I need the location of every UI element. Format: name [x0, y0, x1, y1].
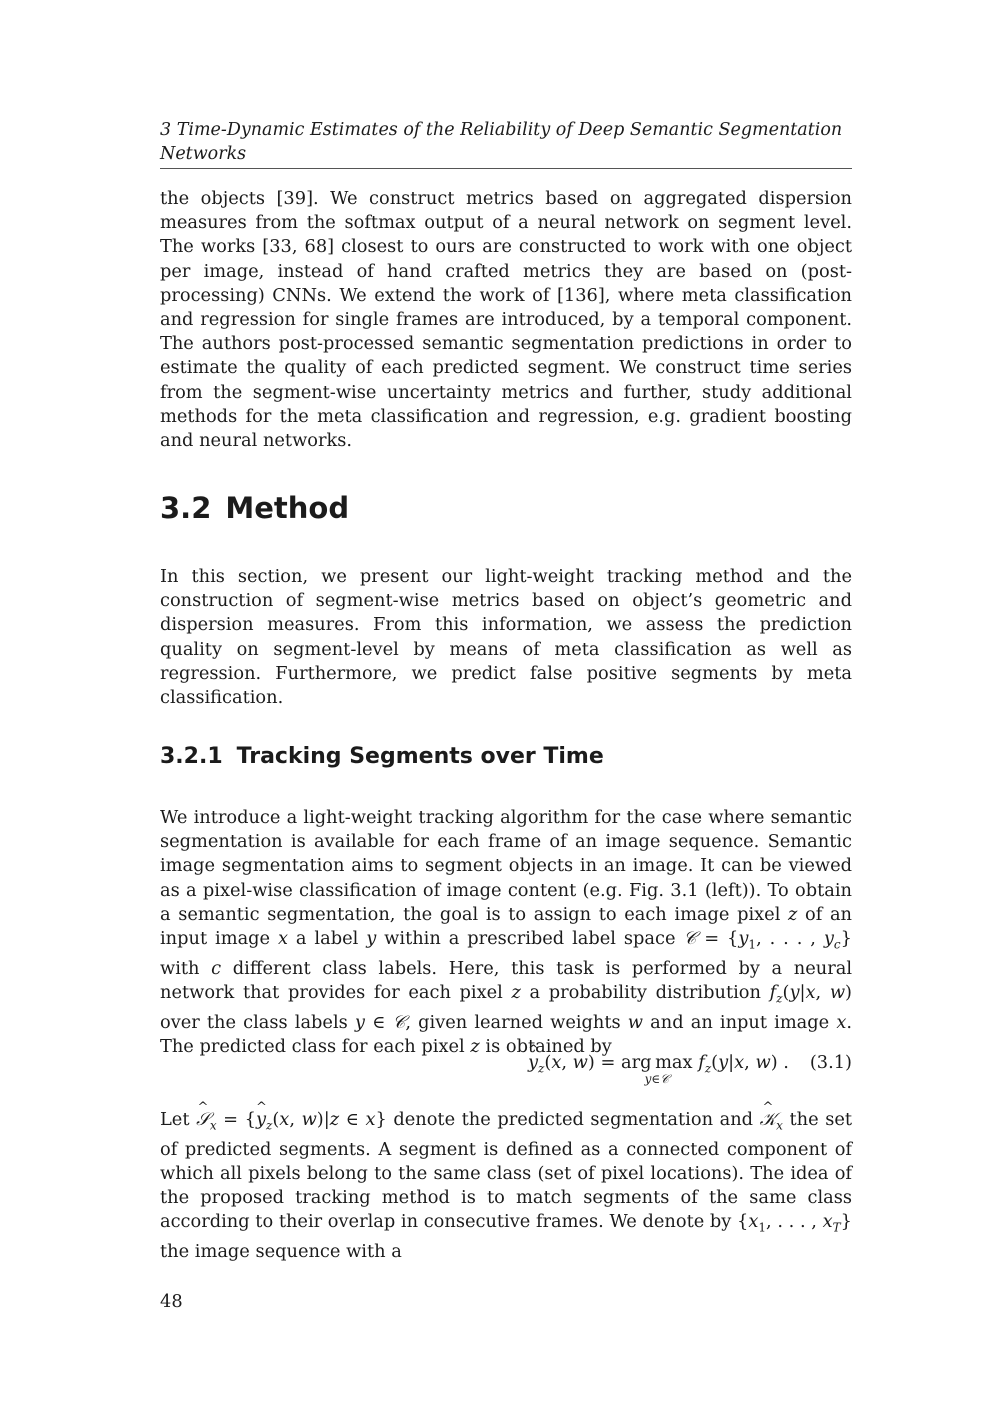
- intro-paragraph: the objects [39]. We construct metrics based on aggregated dispersion measures from the softmax output of a neural network on segment level. The works [33, 68] closest to ours are constructed to work with one object per image, instead of hand crafted metrics they are based on (post-processing) CNNs. We extend the work of [136], where meta classification and regression for single frames are introduced, by a temporal component. The authors post-processed semantic segmentation predictions in order to estimate the quality of each predicted segment. We construct time series from the segment-wise uncertainty metrics and further, study additional methods for the meta classification and regression, e.g. gradient boosting and neural networks.: [160, 188, 852, 452]
- tracking-paragraph-1: We introduce a light-weight tracking algorithm for the case where semantic segmentation is available for each frame of an image sequence. Semantic image segmentation aims to segment objects in an image. It can be viewed as a pixel-wise classification of image content (e.g. Fig. 3.1 (left)). To obtain a semantic segmentation, the goal is to assign to each image pixel z of an input image x a label y within a prescribed label space 𝒞 = {$y_1$, . . . , $y_c$} with c different class labels. Here, this task is performed by a neural network that provides for each pixel z a probability distribution $f_z(y|x$, w) over the class labels y ∈ 𝒞, given learned weights w and an input image x. The predicted class for each pixel z is obtained by: [160, 807, 853, 1057]
- equation-body: ^ $y_z(x$, w) = arg max y∈𝒞 $f_z(y|x$, w) .: [528, 1050, 789, 1082]
- section-number: 3.2: [160, 491, 212, 525]
- running-head: 3 Time-Dynamic Estimates of the Reliability of Deep Semantic Segmentation Networks: [160, 118, 852, 169]
- section-heading: [160, 488, 349, 528]
- equation-3-1: [160, 1050, 852, 1094]
- page-number: 48: [160, 1291, 183, 1312]
- tracking-paragraph-2: Let ^ 𝒮$_x$ = {^ $y_z(x$, w)|z ∈ x} denote the predicted segmentation and ^ 𝒦$_x$ the set of predicted segments. A segment is defined as a connected component of which all pixels belong to the same class (set of pixel locations). The idea of the proposed tracking method is to match segments of the same class according to their overlap in consecutive frames. We denote by {$x_1$, . . . , $x_T$} the image sequence with a: [160, 1108, 852, 1264]
- section-title: Method: [225, 491, 350, 525]
- subsection-title: Tracking Segments over Time: [236, 744, 604, 769]
- section-paragraph: In this section, we present our light-weight tracking method and the construction of segment-wise metrics based on object’s geometric and dispersion measures. From this information, we assess the prediction quality on segment-level by means of meta classification as well as regression. Furthermore, we predict false positive segments by meta classification.: [160, 566, 852, 709]
- subsection-heading: [160, 742, 604, 772]
- subsection-number: 3.2.1: [160, 744, 223, 769]
- equation-number: (3.1): [809, 1052, 852, 1073]
